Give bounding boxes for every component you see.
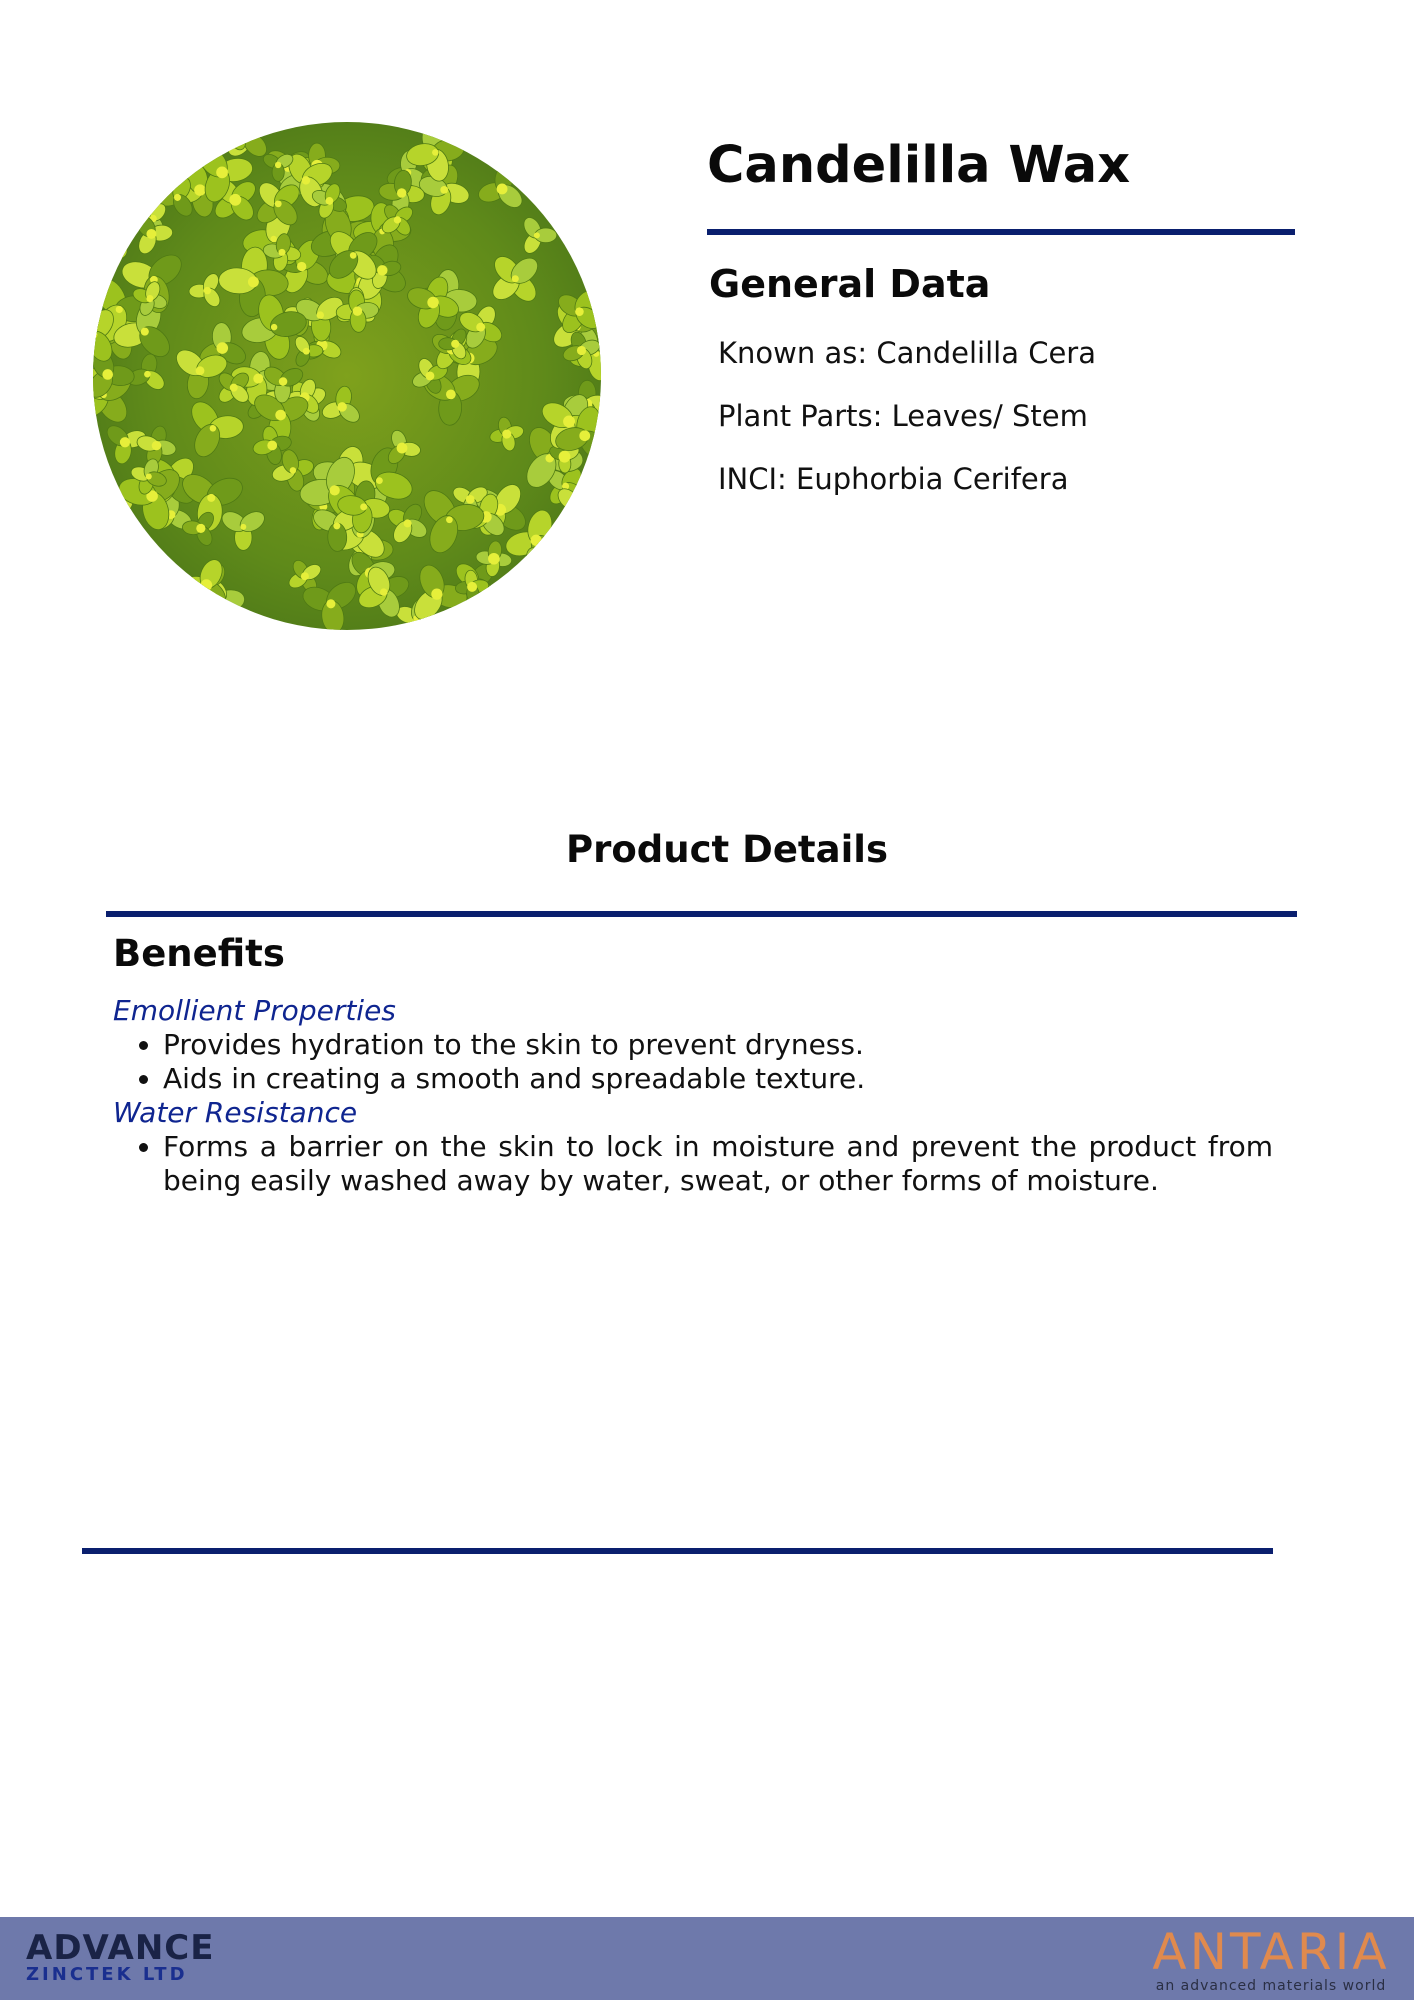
- zinctek-logo-text: ZINCTEK LTD: [26, 1964, 188, 1985]
- product-details-heading: Product Details: [566, 828, 888, 871]
- candelilla-plant-photo: [93, 122, 601, 630]
- water-resistance-subheading: Water Resistance: [113, 1096, 358, 1129]
- product-details-divider: [106, 911, 1297, 917]
- product-title: Candelilla Wax: [707, 136, 1131, 195]
- list-item: • Aids in creating a smooth and spreadable texture.: [163, 1062, 1273, 1096]
- antaria-tagline: an advanced materials world: [1155, 1978, 1387, 1994]
- water-resistance-list: [113, 1130, 1273, 1198]
- emollient-properties-list: [113, 1028, 1273, 1096]
- title-divider: [707, 229, 1295, 235]
- footer-bar: [0, 1917, 1414, 2000]
- benefits-heading: Benefits: [113, 932, 285, 975]
- plant-parts-line: Plant Parts: Leaves/ Stem: [718, 399, 1088, 433]
- antaria-logo-text: ANTARIA: [1152, 1923, 1390, 1981]
- list-item: • Provides hydration to the skin to prevent dryness.: [163, 1028, 1273, 1062]
- known-as-line: Known as: Candelilla Cera: [718, 336, 1096, 370]
- emollient-properties-subheading: Emollient Properties: [113, 994, 396, 1027]
- list-item: • Forms a barrier on the skin to lock in moisture and prevent the product from being easily washed away by water, sweat, or other forms of moisture.: [163, 1130, 1273, 1198]
- advance-logo-text: ADVANCE: [26, 1928, 215, 1968]
- antaria-logo: [1146, 1925, 1396, 1995]
- general-data-heading: General Data: [709, 262, 991, 306]
- inci-line: INCI: Euphorbia Cerifera: [718, 462, 1069, 496]
- advance-zinctek-logo: [26, 1928, 215, 1991]
- bottom-divider: [82, 1548, 1273, 1554]
- benefits-list: [113, 994, 1273, 1198]
